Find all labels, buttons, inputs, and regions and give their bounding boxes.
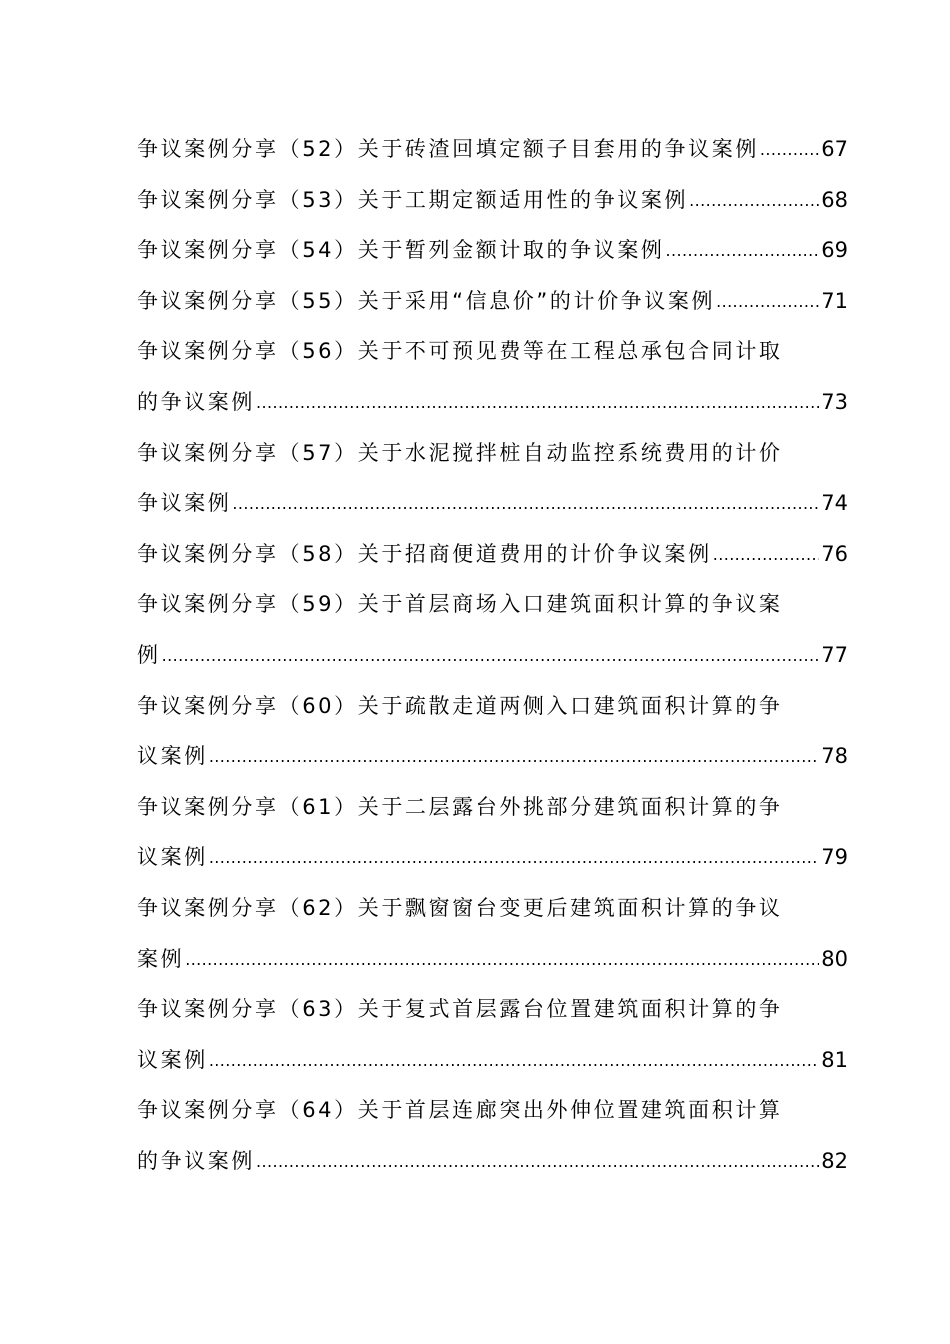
toc-page-number: 68 <box>821 187 848 212</box>
toc-entry-title: 争议案例分享（53）关于工期定额适用性的争议案例 <box>137 187 689 212</box>
dot-leader <box>185 935 819 985</box>
toc-entry-57-line1[interactable] <box>137 428 848 479</box>
toc-entry-title-cont: 争议案例 <box>137 491 232 516</box>
toc-entry-58[interactable] <box>137 529 848 580</box>
toc-page-number: 67 <box>821 137 848 161</box>
toc-page-number: 73 <box>821 389 848 414</box>
toc-entry-title: 争议案例分享（57）关于水泥搅拌桩自动监控系统费用的计价 <box>137 440 783 465</box>
toc-entry-63-line2[interactable] <box>137 1035 848 1086</box>
toc-entry-title: 争议案例分享（61）关于二层露台外挑部分建筑面积计算的争 <box>137 794 783 819</box>
toc-entry-61-line1[interactable] <box>137 782 848 833</box>
dot-leader <box>716 277 819 327</box>
toc-entry-title: 争议案例分享（59）关于首层商场入口建筑面积计算的争议案 <box>137 592 783 617</box>
toc-entry-54[interactable] <box>137 225 848 276</box>
toc-entry-title: 争议案例分享（52）关于砖渣回填定额子目套用的争议案例 <box>137 137 759 161</box>
toc-page-number: 77 <box>821 642 848 667</box>
toc-entry-title-cont: 例 <box>137 642 161 667</box>
toc-page-number: 76 <box>821 541 848 566</box>
table-of-contents <box>137 124 848 1186</box>
toc-page-number: 82 <box>821 1148 848 1173</box>
toc-entry-title: 争议案例分享（60）关于疏散走道两侧入口建筑面积计算的争 <box>137 693 783 718</box>
toc-entry-title-cont: 议案例 <box>137 845 208 870</box>
toc-entry-52[interactable] <box>137 124 848 175</box>
toc-entry-title-cont: 的争议案例 <box>137 389 255 414</box>
toc-entry-62-line2[interactable] <box>137 934 848 985</box>
toc-entry-title: 争议案例分享（55）关于采用“信息价”的计价争议案例 <box>137 288 716 313</box>
toc-page-number: 78 <box>821 744 848 769</box>
dot-leader <box>232 479 819 529</box>
toc-entry-64-line1[interactable] <box>137 1085 848 1136</box>
toc-entry-title: 争议案例分享（58）关于招商便道费用的计价争议案例 <box>137 541 712 566</box>
toc-entry-55[interactable] <box>137 276 848 327</box>
toc-entry-64-line2[interactable] <box>137 1136 848 1187</box>
toc-entry-61-line2[interactable] <box>137 832 848 883</box>
dot-leader <box>713 530 820 580</box>
toc-entry-57-line2[interactable] <box>137 478 848 529</box>
toc-entry-title-cont: 议案例 <box>137 1047 208 1072</box>
toc-page-number: 74 <box>821 491 848 516</box>
dot-leader <box>209 732 819 782</box>
dot-leader <box>209 1036 819 1086</box>
toc-page-number: 69 <box>821 238 848 263</box>
toc-entry-title-cont: 的争议案例 <box>137 1148 255 1173</box>
toc-page-number: 71 <box>821 288 848 313</box>
toc-entry-60-line1[interactable] <box>137 681 848 732</box>
dot-leader <box>209 833 819 883</box>
toc-entry-title: 争议案例分享（54）关于暂列金额计取的争议案例 <box>137 238 665 263</box>
dot-leader <box>760 125 819 175</box>
dot-leader <box>689 176 819 226</box>
toc-entry-56-line1[interactable] <box>137 326 848 377</box>
toc-entry-title: 争议案例分享（63）关于复式首层露台位置建筑面积计算的争 <box>137 997 783 1022</box>
toc-entry-59-line2[interactable] <box>137 630 848 681</box>
toc-page-number: 80 <box>821 946 848 971</box>
toc-entry-56-line2[interactable] <box>137 377 848 428</box>
toc-entry-53[interactable] <box>137 175 848 226</box>
dot-leader <box>256 1137 819 1187</box>
toc-entry-title-cont: 案例 <box>137 946 185 971</box>
toc-entry-62-line1[interactable] <box>137 883 848 934</box>
dot-leader <box>162 631 820 681</box>
toc-entry-title: 争议案例分享（62）关于飘窗窗台变更后建筑面积计算的争议 <box>137 895 783 920</box>
toc-entry-59-line1[interactable] <box>137 579 848 630</box>
dot-leader <box>666 226 820 276</box>
toc-entry-60-line2[interactable] <box>137 731 848 782</box>
toc-entry-title: 争议案例分享（64）关于首层连廊突出外伸位置建筑面积计算 <box>137 1098 783 1123</box>
toc-page-number: 79 <box>821 845 848 870</box>
toc-entry-title: 争议案例分享（56）关于不可预见费等在工程总承包合同计取 <box>137 339 783 364</box>
toc-entry-63-line1[interactable] <box>137 984 848 1035</box>
toc-entry-title-cont: 议案例 <box>137 744 208 769</box>
toc-page-number: 81 <box>821 1047 848 1072</box>
dot-leader <box>256 378 819 428</box>
